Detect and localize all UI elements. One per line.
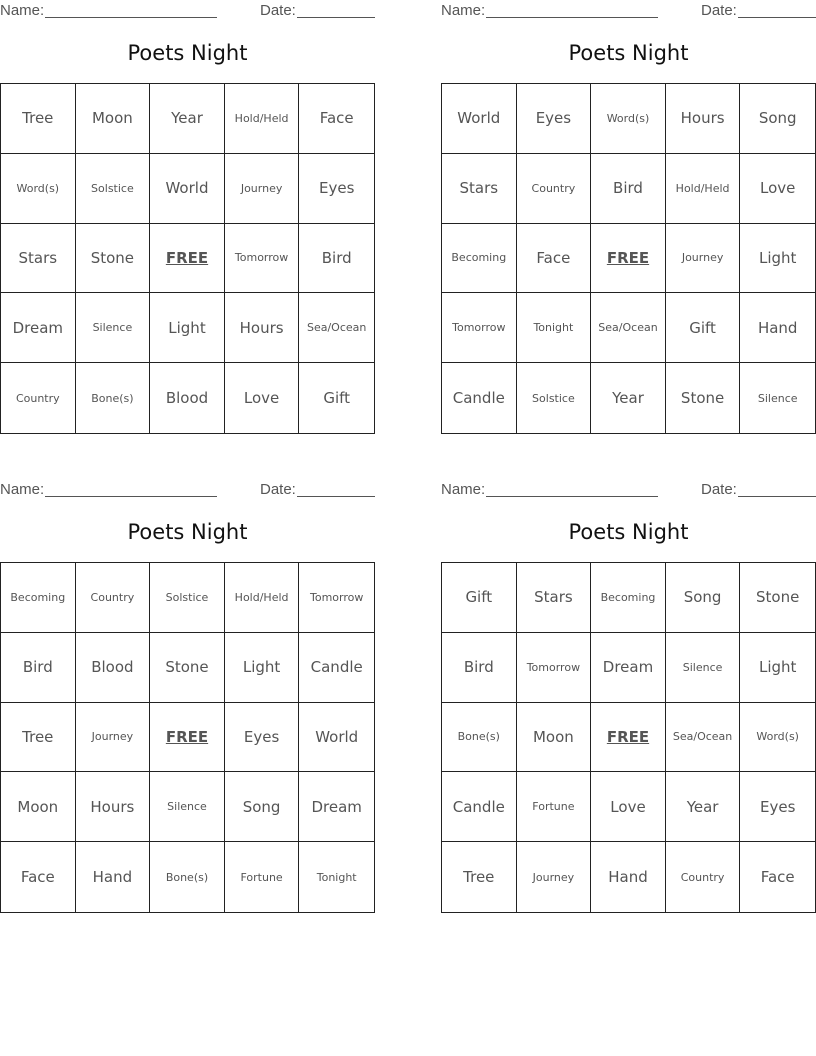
bingo-cell: Hours: [76, 772, 151, 842]
card-header: [441, 479, 816, 499]
bingo-cell: Eyes: [517, 84, 592, 154]
name-label: Name:: [0, 2, 45, 19]
bingo-grid: [0, 562, 375, 913]
bingo-cell: Journey: [225, 154, 300, 224]
card-title: Poets Night: [127, 41, 248, 65]
date-line: [297, 496, 375, 497]
name-line: [45, 496, 217, 497]
bingo-cell: Country: [666, 842, 741, 912]
bingo-cell: Stone: [740, 563, 815, 633]
date-label: Date:: [260, 2, 296, 19]
bingo-cell: Stars: [1, 224, 76, 294]
bingo-cell: Love: [591, 772, 666, 842]
bingo-cell: Year: [591, 363, 666, 433]
date-line: [738, 496, 816, 497]
card-title: Poets Night: [568, 520, 689, 544]
bingo-cell: Bone(s): [442, 703, 517, 773]
bingo-cell: Candle: [442, 772, 517, 842]
card-header: [441, 0, 816, 20]
bingo-cell: Year: [150, 84, 225, 154]
bingo-cell: World: [299, 703, 374, 773]
bingo-cell: Tree: [1, 703, 76, 773]
bingo-cell: Becoming: [1, 563, 76, 633]
bingo-cell: Love: [740, 154, 815, 224]
bingo-cell: Gift: [442, 563, 517, 633]
bingo-cell: Hold/Held: [666, 154, 741, 224]
bingo-cell: Hold/Held: [225, 84, 300, 154]
card-header: [0, 0, 375, 20]
bingo-cell: Silence: [757, 391, 798, 405]
bingo-cell: Tree: [1, 84, 76, 154]
bingo-cell: Light: [225, 633, 300, 703]
bingo-cell: Tree: [442, 842, 517, 912]
bingo-cell: Gift: [666, 293, 741, 363]
bingo-cell: Face: [299, 84, 374, 154]
bingo-cell: Silence: [666, 633, 741, 703]
bingo-cell: Love: [225, 363, 300, 433]
bingo-card: [0, 479, 375, 919]
bingo-cell: Bone(s): [76, 363, 151, 433]
bingo-cell: Sea/Ocean: [591, 293, 666, 363]
card-title: Poets Night: [568, 41, 689, 65]
bingo-cell: Word(s): [1, 154, 76, 224]
bingo-cell: Bird: [1, 633, 76, 703]
bingo-grid: [441, 83, 816, 434]
bingo-cell: Becoming: [591, 563, 666, 633]
bingo-cell: Tomorrow: [442, 293, 517, 363]
bingo-cell: Bone(s): [150, 842, 225, 912]
bingo-cell: Light: [740, 633, 815, 703]
bingo-card: [441, 479, 816, 919]
bingo-cell: Stars: [442, 154, 517, 224]
free-space: FREE: [150, 703, 225, 773]
bingo-cell: Solstice: [76, 154, 151, 224]
bingo-cell: Blood: [150, 363, 225, 433]
bingo-cell: Journey: [517, 842, 592, 912]
bingo-cell: Moon: [517, 703, 592, 773]
name-label: Name:: [441, 481, 486, 498]
bingo-cell: Dream: [1, 293, 76, 363]
bingo-cell: Journey: [76, 703, 151, 773]
free-space: FREE: [150, 224, 225, 294]
bingo-card: [0, 0, 375, 440]
date-line: [738, 17, 816, 18]
bingo-cell: Fortune: [517, 772, 592, 842]
bingo-cell: Gift: [323, 389, 351, 408]
bingo-cell: Journey: [666, 224, 741, 294]
name-label: Name:: [441, 2, 486, 19]
bingo-cell: Hand: [740, 293, 815, 363]
bingo-cell: Country: [517, 154, 592, 224]
bingo-cell: Country: [76, 563, 151, 633]
bingo-cell: Song: [225, 772, 300, 842]
name-label: Name:: [0, 481, 45, 498]
bingo-cell: Tomorrow: [517, 633, 592, 703]
bingo-cell: Hand: [591, 842, 666, 912]
bingo-cell: Word(s): [740, 703, 815, 773]
bingo-cell: Candle: [442, 363, 517, 433]
bingo-cell: Solstice: [150, 563, 225, 633]
name-line: [45, 17, 217, 18]
bingo-cell: Sea/Ocean: [299, 293, 374, 363]
bingo-cell: Hold/Held: [225, 563, 300, 633]
bingo-cell: Hand: [76, 842, 151, 912]
bingo-cell: Dream: [591, 633, 666, 703]
bingo-cell: Sea/Ocean: [666, 703, 741, 773]
bingo-cell: Tonight: [316, 870, 357, 884]
bingo-cell: Silence: [150, 772, 225, 842]
bingo-cell: Light: [150, 293, 225, 363]
bingo-cell: Fortune: [225, 842, 300, 912]
bingo-cell: Moon: [1, 772, 76, 842]
bingo-cell: Song: [666, 563, 741, 633]
bingo-cell: Bird: [442, 633, 517, 703]
bingo-cell: World: [442, 84, 517, 154]
bingo-cell: Hours: [225, 293, 300, 363]
bingo-cell: Eyes: [225, 703, 300, 773]
date-label: Date:: [260, 481, 296, 498]
bingo-cell: Song: [740, 84, 815, 154]
date-line: [297, 17, 375, 18]
date-label: Date:: [701, 481, 737, 498]
bingo-cell: World: [150, 154, 225, 224]
bingo-grid: [441, 562, 816, 913]
bingo-cell: Face: [760, 868, 795, 887]
bingo-cell: Country: [1, 363, 76, 433]
bingo-cell: Eyes: [740, 772, 815, 842]
free-space: FREE: [591, 703, 666, 773]
bingo-cell: Candle: [299, 633, 374, 703]
bingo-cell: Bird: [299, 224, 374, 294]
bingo-cell: Light: [740, 224, 815, 294]
bingo-cell: Tomorrow: [225, 224, 300, 294]
bingo-cell: Eyes: [299, 154, 374, 224]
bingo-cell: Stone: [150, 633, 225, 703]
bingo-cell: Face: [517, 224, 592, 294]
bingo-grid: [0, 83, 375, 434]
bingo-cell: Solstice: [517, 363, 592, 433]
name-line: [486, 496, 658, 497]
bingo-cell: Tomorrow: [299, 563, 374, 633]
bingo-cell: Hours: [666, 84, 741, 154]
bingo-cell: Stone: [76, 224, 151, 294]
bingo-card: [441, 0, 816, 440]
bingo-cell: Stone: [666, 363, 741, 433]
bingo-cell: Word(s): [591, 84, 666, 154]
name-line: [486, 17, 658, 18]
bingo-cell: Stars: [517, 563, 592, 633]
free-space: FREE: [591, 224, 666, 294]
bingo-cell: Year: [666, 772, 741, 842]
card-header: [0, 479, 375, 499]
card-title: Poets Night: [127, 520, 248, 544]
bingo-cell: Face: [1, 842, 76, 912]
bingo-cell: Blood: [76, 633, 151, 703]
bingo-cell: Tonight: [517, 293, 592, 363]
bingo-cell: Dream: [299, 772, 374, 842]
bingo-cell: Bird: [591, 154, 666, 224]
bingo-cell: Becoming: [442, 224, 517, 294]
date-label: Date:: [701, 2, 737, 19]
bingo-cell: Moon: [76, 84, 151, 154]
bingo-cell: Silence: [76, 293, 151, 363]
